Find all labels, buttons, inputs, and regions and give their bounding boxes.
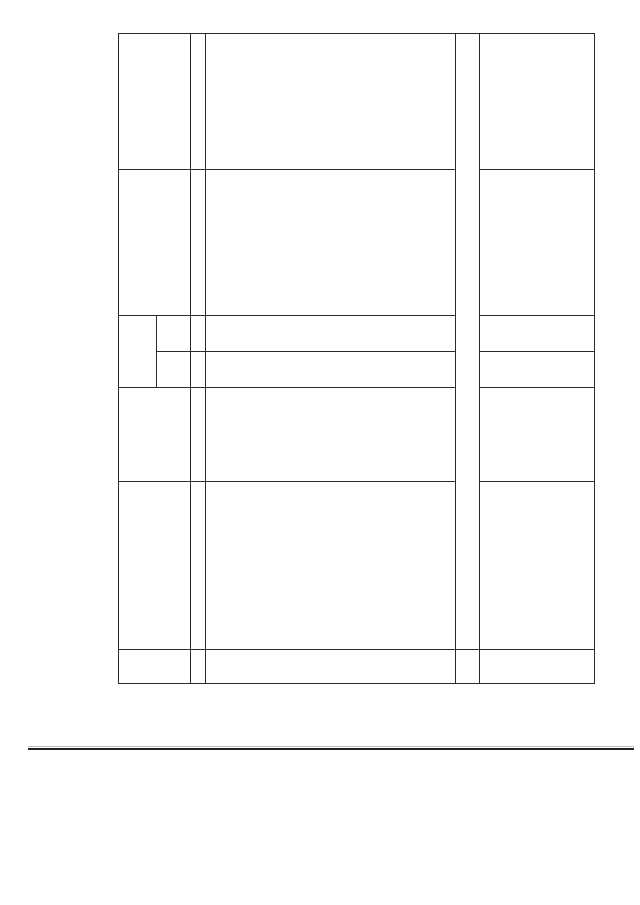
- col-number: [191, 34, 206, 170]
- term-start: [206, 352, 456, 388]
- col-number: [191, 388, 206, 482]
- activities-table: [118, 33, 595, 684]
- col-number: [191, 316, 206, 352]
- header-name: [119, 482, 191, 650]
- header-row: [119, 34, 157, 684]
- term-start: [480, 352, 595, 388]
- page-divider-faint: [28, 746, 634, 747]
- col-number: [191, 482, 206, 650]
- non-implementation-consequences: [206, 34, 456, 170]
- header-responsible: [119, 388, 191, 482]
- header-num: [119, 650, 191, 684]
- activity-name: [480, 482, 595, 650]
- term-end: [206, 316, 456, 352]
- table-row: [206, 34, 456, 684]
- subprogram-title: [456, 34, 480, 650]
- rotated-table-container: [118, 34, 594, 684]
- row-number: [206, 650, 456, 684]
- activity-name: [206, 482, 456, 650]
- subprogram-row: [456, 34, 480, 684]
- row-number: [480, 650, 595, 684]
- col-number: [191, 650, 206, 684]
- term-end: [480, 316, 595, 352]
- col-number: [191, 170, 206, 316]
- header-term: [119, 316, 157, 388]
- non-implementation-consequences: [480, 34, 595, 170]
- header-consequences: [119, 34, 191, 170]
- table-row: [480, 34, 595, 684]
- expected-result: [206, 170, 456, 316]
- responsible-executor: [480, 388, 595, 482]
- subprogram-number: [456, 650, 480, 684]
- header-term-start: [157, 352, 191, 388]
- header-term-end: [157, 316, 191, 352]
- expected-result: [480, 170, 595, 316]
- col-number: [191, 352, 206, 388]
- page-divider: [28, 748, 634, 750]
- header-result: [119, 170, 191, 316]
- responsible-executor: [206, 388, 456, 482]
- column-numbers-row: [191, 34, 206, 684]
